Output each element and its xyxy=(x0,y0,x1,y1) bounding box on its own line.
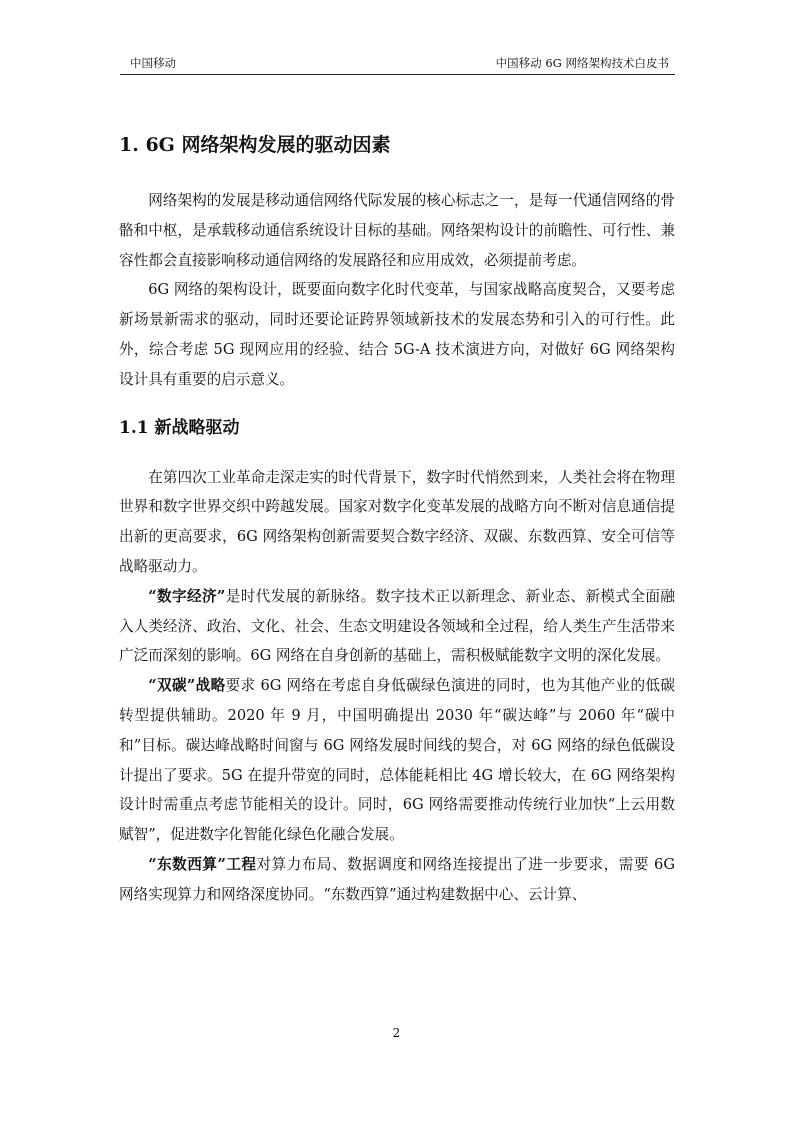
paragraph: 在第四次工业革命走深走实的时代背景下，数字时代悄然到来，人类社会将在物理世界和数字世界交织中跨越发展。国家对数字化变革发展的战略方向不断对信息通信提出新的更高要求，6G 网络架构创新需要契合数字经济、双碳、东数西算、安全可信等战略驱动力。 xyxy=(119,468,675,575)
page-number: 2 xyxy=(392,1026,401,1040)
section-title: 1. 6G 网络架构发展的驱动因素 xyxy=(119,134,391,156)
paragraph-east-west xyxy=(119,850,675,910)
paragraph-text: 要求 6G 网络在考虑自身低碳绿色演进的同时，也为其他产业的低碳转型提供辅助。2020 年 9 月，中国明确提出 2030 年“碳达峰”与 2060 年“碳中和”目标。碳达峰战略时间窗与 6G 网络发展时间线的契合，对 6G 网络的绿色低碳设计提出了要求。5G 在提升带宽的同时，总体能耗相比 4G 增长较大，在 6G 网络架构设计时需重点考虑节能相关的设计。同时，6G 网络需要推动传统行业加快“上云用数赋智”，促进数字化智能化绿色化融合发展。 xyxy=(119,677,675,844)
paragraph-lead: “东数西算”工程 xyxy=(148,855,257,873)
paragraph: 网络架构的发展是移动通信网络代际发展的核心标志之一，是每一代通信网络的骨骼和中枢，是承载移动通信系统设计目标的基础。网络架构设计的前瞻性、可行性、兼容性都会直接影响移动通信网络的发展路径和应用成效，必须提前考虑。 xyxy=(119,192,675,269)
page-content xyxy=(119,130,675,910)
paragraph-lead: “双碳”战略 xyxy=(148,677,226,695)
paragraph-lead: “数字经济” xyxy=(148,587,226,605)
subsection-title: 1.1 新战略驱动 xyxy=(119,417,240,438)
paragraph: 6G 网络的架构设计，既要面向数字化时代变革，与国家战略高度契合，又要考虑新场景新需求的驱动，同时还要论证跨界领域新技术的发展态势和引入的可行性。此外，综合考虑 5G 现网应用的经验、结合 5G-A 技术演进方向，对做好 6G 网络架构设计具有重要的启示意义。 xyxy=(119,281,675,388)
paragraph-text: 是时代发展的新脉络。数字技术正以新理念、新业态、新模式全面融入人类经济、政治、文化、社会、生态文明建设各领域和全过程，给人类生产生活带来广泛而深刻的影响。6G 网络在自身创新的基础上，需积极赋能数字文明的深化发展。 xyxy=(119,587,675,665)
header-company: 中国移动 xyxy=(130,56,176,70)
header-document-title: 中国移动 6G 网络架构技术白皮书 xyxy=(495,56,669,70)
paragraph-dual-carbon xyxy=(119,671,675,850)
paragraph-text: 对算力布局、数据调度和网络连接提出了进一步要求，需要 6G 网络实现算力和网络深度协同。“东数西算”通过构建数据中心、云计算、 xyxy=(119,855,675,903)
paragraph-digital-economy xyxy=(119,582,675,671)
page-header xyxy=(120,56,675,75)
